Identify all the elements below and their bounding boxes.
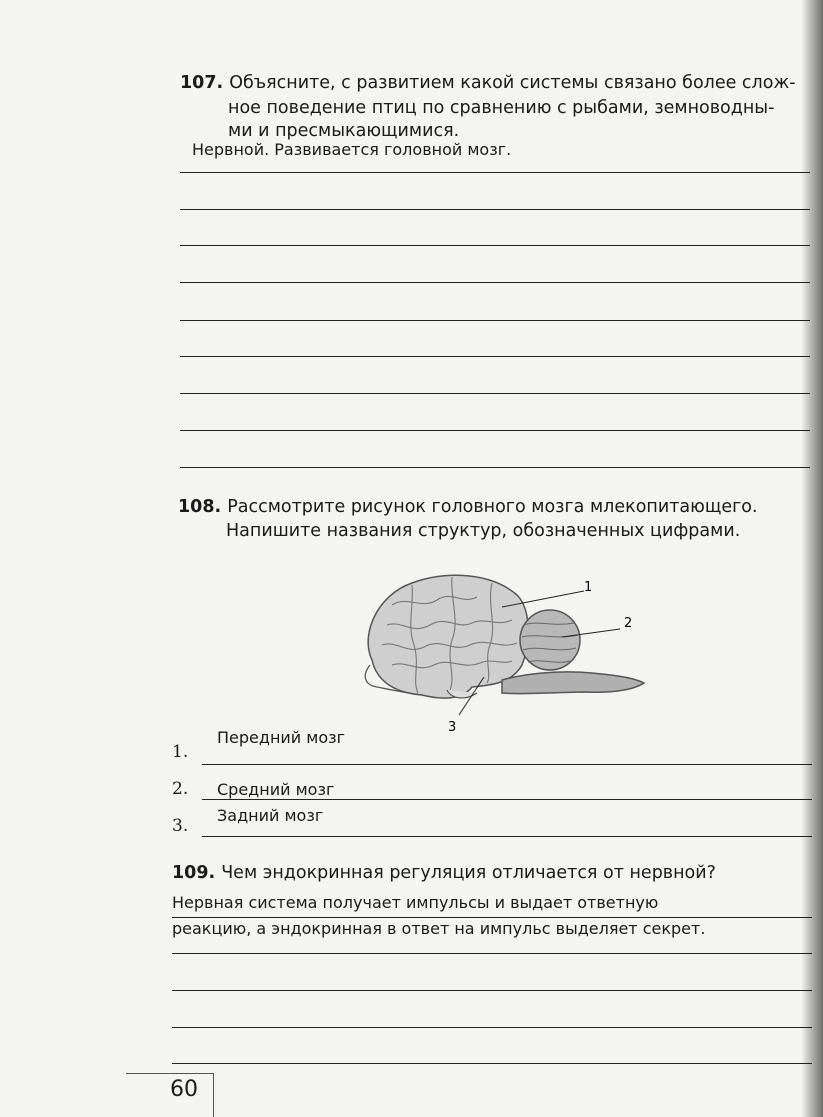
q108-item-answer-3: Задний мозг <box>217 806 324 825</box>
answer-rule <box>172 1063 812 1064</box>
page-binding-shadow <box>801 0 823 1117</box>
q108-item-label-2: 2. <box>172 779 189 799</box>
answer-rule <box>180 356 810 357</box>
q108-item-label-3: 3. <box>172 816 189 836</box>
answer-rule <box>172 917 812 918</box>
page-number-frame-right <box>213 1073 214 1117</box>
answer-rule <box>202 799 812 800</box>
page-number-frame-top <box>126 1073 214 1074</box>
answer-rule <box>180 209 810 210</box>
q109-answer-line1: Нервная система получает импульсы и выдает ответную <box>172 893 659 912</box>
answer-rule <box>172 990 812 991</box>
answer-rule <box>202 764 812 765</box>
q107-text-line1: Объясните, с развитием какой системы связано более слож- <box>229 73 796 93</box>
q109-title-line1 <box>172 862 716 884</box>
page-number: 60 <box>170 1077 198 1102</box>
answer-rule <box>180 467 810 468</box>
cerebellum-shape <box>520 610 580 670</box>
q108-text-line2: Напишите названия структур, обозначенных цифрами. <box>226 521 741 541</box>
q109-text-line1: Чем эндокринная регуляция отличается от нервной? <box>221 863 716 883</box>
q107-title-line1 <box>180 72 796 94</box>
answer-rule <box>172 1027 812 1028</box>
answer-rule <box>172 953 812 954</box>
q108-item-answer-2: Средний мозг <box>217 780 335 799</box>
answer-rule <box>180 245 810 246</box>
q108-item-answer-1: Передний мозг <box>217 728 346 747</box>
q108-title-line1 <box>178 496 758 518</box>
answer-rule <box>180 393 810 394</box>
callout-label-3: 3 <box>448 720 457 735</box>
q107-number: 107. <box>180 73 224 93</box>
q107-answer: Нервной. Развивается головной мозг. <box>192 140 512 159</box>
brainstem-shape <box>502 672 644 694</box>
answer-rule <box>180 430 810 431</box>
q108-item-label-1: 1. <box>172 742 189 762</box>
callout-label-1: 1 <box>584 580 593 595</box>
q108-number: 108. <box>178 497 222 517</box>
answer-rule <box>202 836 812 837</box>
q109-number: 109. <box>172 863 216 883</box>
answer-rule <box>180 282 810 283</box>
brain-illustration <box>352 565 652 740</box>
q109-answer-line2: реакцию, а эндокринная в ответ на импульс выделяет секрет. <box>172 919 706 938</box>
answer-rule <box>180 172 810 173</box>
q108-text-line1: Рассмотрите рисунок головного мозга млекопитающего. <box>227 497 758 517</box>
q107-text-line3: ми и пресмыкающимися. <box>228 121 460 141</box>
q107-text-line2: ное поведение птиц по сравнению с рыбами, земноводны- <box>228 98 775 118</box>
answer-rule <box>180 320 810 321</box>
callout-label-2: 2 <box>624 616 633 631</box>
